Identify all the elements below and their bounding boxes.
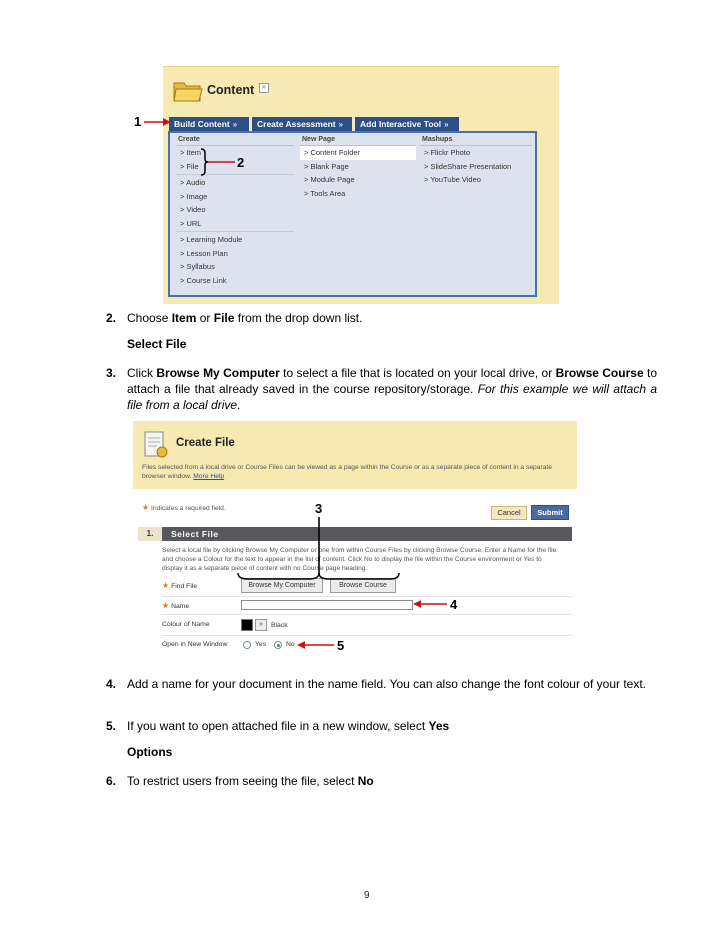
content-title: Content [207, 83, 255, 97]
add-interactive-tool-label: Add Interactive Tool [360, 119, 442, 129]
step-number: 5. [106, 719, 117, 733]
text-bold: File [213, 311, 235, 325]
menu-item-item[interactable]: > Item [180, 148, 202, 157]
menu-item-label: Learning Module [186, 235, 243, 244]
radio-yes-label: Yes [255, 641, 267, 648]
create-file-description [142, 463, 572, 481]
content-screenshot [163, 66, 559, 304]
menu-item-slideshare[interactable]: > SlideShare Presentation [424, 161, 512, 171]
text-run: or [196, 311, 214, 325]
create-file-title: Create File [176, 437, 235, 449]
text-run: to attach a file that already saved in the course repository/storage. [127, 366, 657, 396]
callout-4: 4 [450, 597, 458, 612]
create-file-header [133, 421, 577, 489]
menu-item-lesson-plan[interactable]: > Lesson Plan [180, 248, 228, 258]
add-interactive-tool-button[interactable] [355, 117, 459, 131]
browse-course-button[interactable]: Browse Course [330, 578, 396, 593]
build-content-label: Build Content [174, 119, 230, 129]
section-description: Select a local file by clicking Browse My Computer or one from within Course Files by clicking Browse Course. Enter a Name for the file and choose a Colour for the text to appear in the list of content. Click No to display the file within the Course environment or Yes to display it as a separate piece of content with no Course page heading. [162, 547, 557, 572]
section-header [138, 527, 572, 541]
radio-no-label: No [286, 641, 295, 648]
menu-item-label: Course Link [186, 275, 227, 285]
menu-item-youtube-video[interactable]: > YouTube Video [424, 175, 481, 184]
colour-value: Black [271, 622, 288, 629]
required-star-icon: ★ [162, 581, 170, 590]
build-content-menu [168, 131, 537, 297]
step-number: 3. [106, 366, 117, 380]
folder-icon [173, 78, 203, 103]
required-star-icon: ★ [162, 601, 170, 610]
subhead-select-file: Select File [127, 337, 187, 351]
text-bold: Browse Course [555, 366, 644, 380]
menu-item-learning-module[interactable]: > Learning Module [180, 235, 243, 244]
menu-item-audio[interactable]: > Audio [180, 178, 206, 187]
menu-item-label: Image [186, 191, 208, 201]
section-title: Select File [171, 529, 219, 539]
menu-item-label: Module Page [310, 175, 355, 184]
chevron-down-icon[interactable]: » [259, 83, 269, 93]
menu-item-syllabus[interactable]: > Syllabus [180, 262, 215, 271]
step-text [127, 310, 657, 326]
radio-yes[interactable] [243, 641, 251, 649]
step-text [127, 718, 657, 734]
step-text [127, 365, 657, 413]
field-label-text: Find File [171, 583, 198, 590]
column-header: Create [176, 133, 294, 146]
chevron-down-icon: » [444, 120, 449, 129]
menu-item-module-page[interactable]: > Module Page [304, 175, 355, 184]
text-run: Choose [127, 311, 172, 325]
text-run: To restrict users from seeing the file, select [127, 774, 358, 788]
find-file-label [162, 581, 197, 590]
menu-divider [176, 231, 294, 232]
text-bold: Item [171, 311, 197, 325]
field-divider [162, 596, 572, 597]
description-text: Files selected from a local drive or Course Files can be viewed as a page within the Course or as a separate piece of content in a separate browser window. [142, 464, 553, 480]
menu-divider [176, 174, 294, 175]
menu-item-label: Content Folder [310, 148, 361, 157]
text-bold: Browse My Computer [156, 366, 280, 380]
name-input[interactable] [241, 600, 413, 610]
chevron-down-icon: » [232, 120, 238, 129]
menu-item-tools-area[interactable]: > Tools Area [304, 188, 346, 198]
menu-item-content-folder[interactable]: > Content Folder [300, 146, 416, 160]
required-star-icon: ★ [142, 503, 150, 512]
menu-column-mashups [420, 133, 532, 187]
menu-item-blank-page[interactable]: > Blank Page [304, 161, 349, 171]
chevron-down-icon[interactable]: » [255, 619, 267, 631]
section-number: 1. [138, 527, 162, 541]
menu-item-label: Flickr Photo [430, 148, 471, 157]
field-divider [162, 635, 572, 636]
build-content-button[interactable] [169, 117, 249, 131]
document-icon [142, 430, 169, 460]
menu-column-create [176, 133, 294, 287]
step-number: 2. [106, 311, 117, 325]
menu-item-label: URL [186, 218, 202, 228]
page-number: 9 [364, 890, 370, 901]
column-header: Mashups [420, 133, 532, 146]
menu-item-image[interactable]: > Image [180, 191, 208, 201]
step-number: 4. [106, 677, 117, 691]
menu-item-label: Audio [186, 178, 206, 187]
menu-item-flickr-photo[interactable]: > Flickr Photo [424, 148, 471, 157]
callout-2: 2 [237, 155, 245, 170]
callout-5: 5 [337, 638, 345, 653]
menu-item-label: Blank Page [310, 161, 349, 171]
step-number: 6. [106, 774, 117, 788]
colour-swatch[interactable] [241, 619, 253, 631]
text-run: If you want to open attached file in a new window, select [127, 719, 429, 733]
chevron-down-icon: » [338, 120, 344, 129]
field-label-text: Name [171, 603, 190, 610]
menu-item-video[interactable]: > Video [180, 205, 206, 214]
text-run: to select a file that is located on your local drive, or [279, 366, 556, 380]
text-run: from the drop down list. [234, 311, 363, 325]
callout-1: 1 [134, 114, 142, 129]
text-bold: No [357, 774, 374, 788]
menu-item-label: Syllabus [186, 262, 215, 271]
step-text [127, 773, 657, 789]
submit-button[interactable]: Submit [531, 505, 569, 520]
menu-item-file[interactable]: > File [180, 161, 199, 171]
menu-item-label: Item [186, 148, 202, 157]
field-divider [162, 614, 572, 615]
subhead-options: Options [127, 745, 173, 759]
cancel-button[interactable]: Cancel [491, 506, 527, 520]
required-note-text: Indicates a required field. [151, 505, 226, 512]
step-text: Add a name for your document in the name field. You can also change the font colour of your text. [127, 677, 646, 691]
menu-item-label: YouTube Video [430, 175, 481, 184]
content-toolbar [169, 117, 559, 131]
browse-my-computer-button[interactable]: Browse My Computer [241, 578, 323, 593]
create-assessment-button[interactable] [252, 117, 352, 131]
menu-item-label: File [186, 161, 199, 171]
open-in-new-window-label: Open in New Window [162, 641, 228, 648]
menu-item-label: Tools Area [310, 188, 346, 198]
text-bold: Yes [428, 719, 450, 733]
menu-item-label: Video [186, 205, 206, 214]
text-run: . [237, 398, 241, 412]
menu-item-url[interactable]: > URL [180, 218, 202, 228]
create-file-screenshot [133, 421, 577, 653]
column-header: New Page [300, 133, 416, 146]
radio-no[interactable] [274, 641, 282, 649]
menu-item-label: Lesson Plan [186, 248, 228, 258]
text-italic: For this example we will attach a file from a local drive [127, 382, 658, 412]
menu-item-course-link[interactable]: > Course Link [180, 275, 227, 285]
menu-item-label: SlideShare Presentation [430, 161, 512, 171]
menu-column-new-page [300, 133, 416, 200]
callout-3: 3 [315, 501, 323, 516]
text-run: Click [127, 366, 157, 380]
more-help-link[interactable]: More Help [193, 473, 225, 480]
name-label [162, 601, 189, 610]
required-note [142, 503, 226, 512]
colour-of-name-label: Colour of Name [162, 621, 210, 628]
create-assessment-label: Create Assessment [257, 119, 336, 129]
